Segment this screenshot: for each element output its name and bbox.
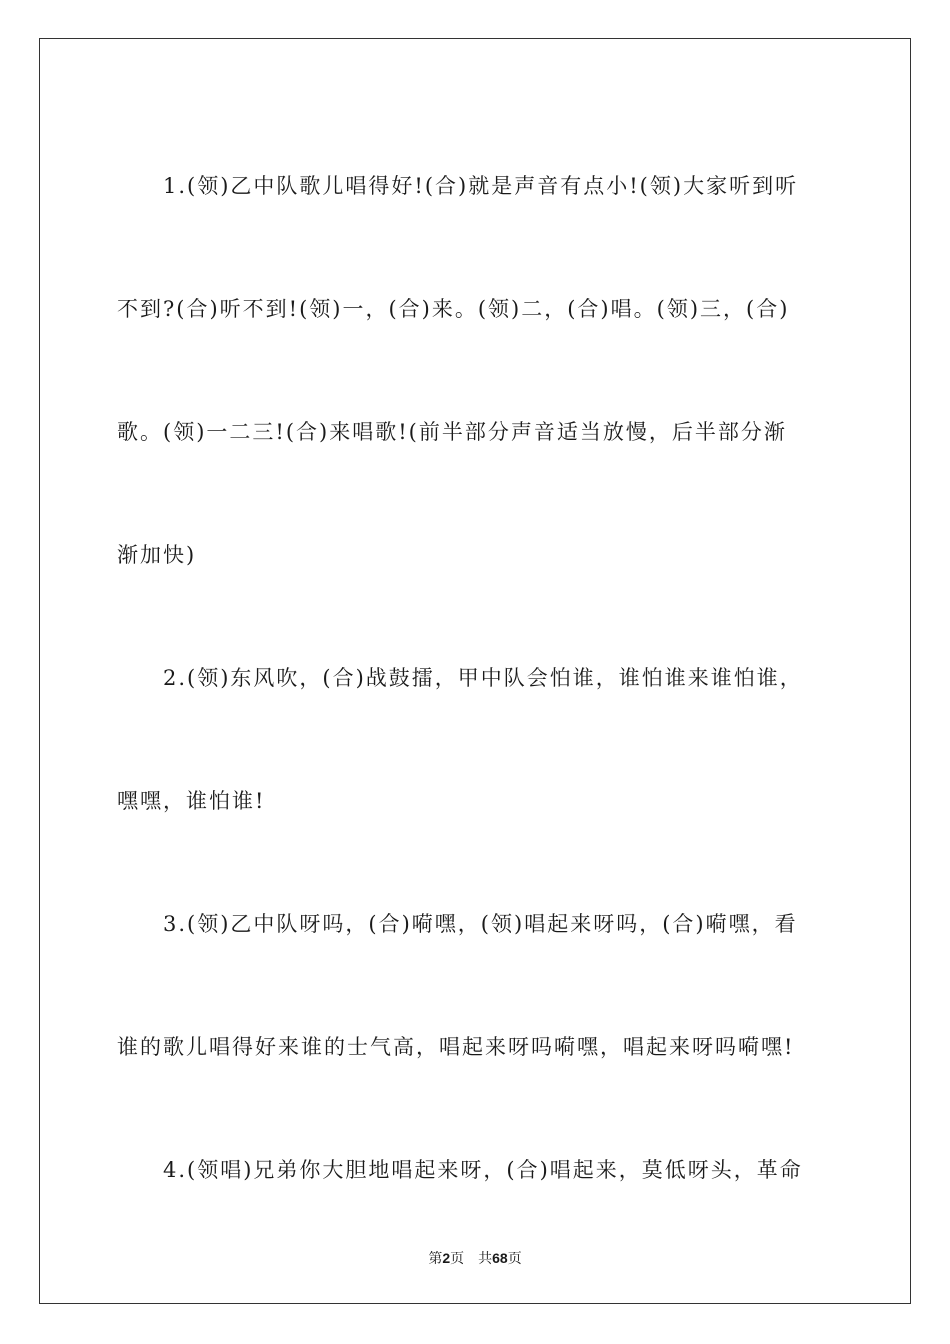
footer-current-page: 2 [442,1250,451,1266]
text-line-8: 谁的歌儿唱得好来谁的士气高，唱起来呀吗嗬嘿，唱起来呀吗嗬嘿! [117,1035,795,1059]
text-line-3: 歌。(领)一二三!(合)来唱歌!(前半部分声音适当放慢，后半部分渐 [117,420,787,444]
footer-total-pages: 68 [492,1250,508,1266]
text-line-1: 1.(领)乙中队歌儿唱得好!(合)就是声音有点小!(领)大家听到听 [163,174,799,198]
footer-middle: 页 共 [450,1251,493,1267]
text-line-5: 2.(领)东风吹，(合)战鼓擂，甲中队会怕谁，谁怕谁来谁怕谁， [163,666,803,690]
text-line-2: 不到?(合)听不到!(领)一，(合)来。(领)二，(合)唱。(领)三，(合) [117,297,790,321]
text-line-7: 3.(领)乙中队呀吗，(合)嗬嘿，(领)唱起来呀吗，(合)嗬嘿，看 [163,912,798,936]
text-line-6: 嘿嘿，谁怕谁! [117,789,266,813]
footer-suffix: 页 [507,1251,522,1267]
text-line-4: 渐加快) [117,543,197,567]
page-footer [0,1248,950,1268]
document-body [117,125,833,1232]
footer-prefix: 第 [428,1251,443,1267]
text-line-9: 4.(领唱)兄弟你大胆地唱起来呀，(合)唱起来，莫低呀头，革命 [163,1158,803,1182]
